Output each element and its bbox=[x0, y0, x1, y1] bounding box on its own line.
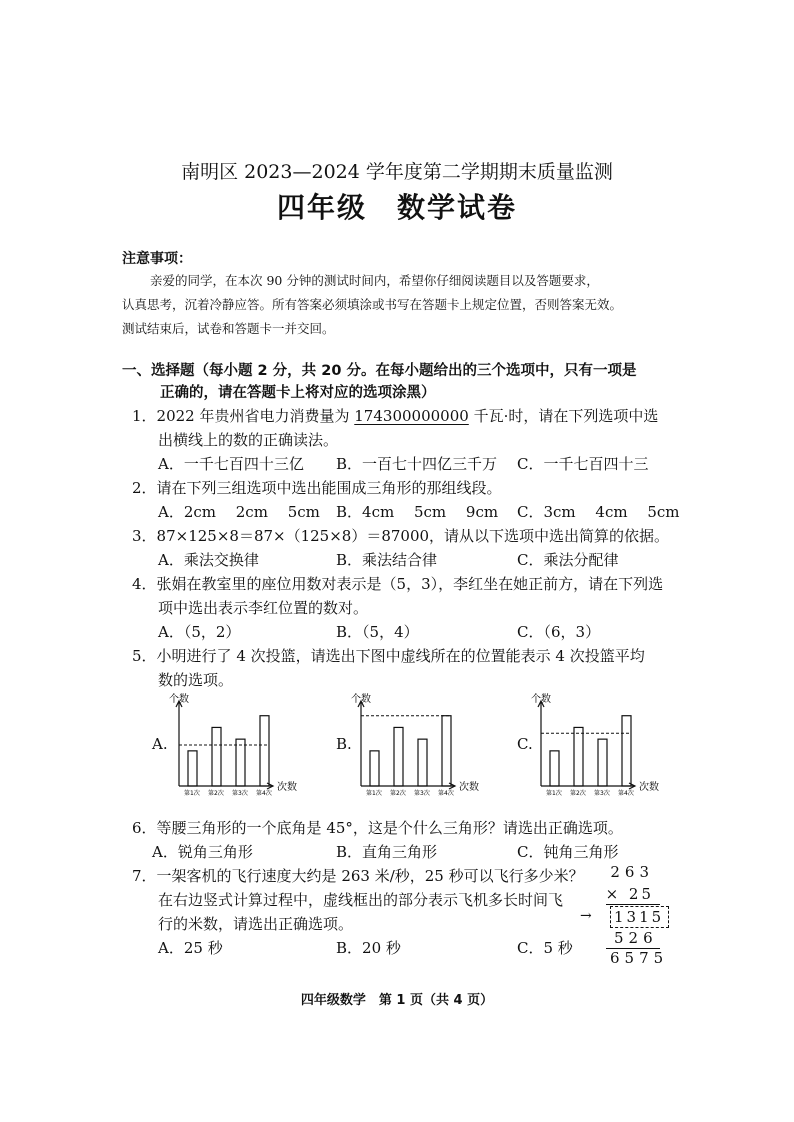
bar bbox=[622, 716, 631, 786]
q2-stem bbox=[132, 478, 502, 498]
calc-multiplier: × 25 bbox=[605, 885, 654, 903]
q1-suffix: 千瓦·时，请在下列选项中选 bbox=[468, 407, 659, 425]
bar bbox=[370, 751, 379, 786]
x-axis-label: 次数 bbox=[459, 782, 479, 793]
q2-text: 请在下列三组选项中选出能围成三角形的那组线段。 bbox=[156, 479, 502, 497]
q6-text: 等腰三角形的一个底角是 45°，这是个什么三角形？请选出正确选项。 bbox=[156, 819, 623, 837]
tick-label: 第3次 bbox=[594, 790, 610, 797]
q4-number: 4． bbox=[132, 575, 157, 593]
q1-prefix: 2022 年贵州省电力消费量为 bbox=[156, 407, 355, 425]
bar bbox=[550, 751, 559, 786]
q7-vertical-calculation bbox=[580, 862, 670, 966]
notice-line-2: 认真思考，沉着冷静应答。所有答案必须填涂或书写在答题卡上规定位置，否则答案无效。 bbox=[122, 297, 623, 312]
q1-stem-line2: 出横线上的数的正确读法。 bbox=[158, 431, 339, 449]
q2-option-c[interactable]: C．3cm 4cm 5cm bbox=[517, 503, 680, 521]
x-axis-label: 次数 bbox=[639, 782, 659, 793]
calc-result: 6575 bbox=[610, 949, 669, 967]
q3-number: 3． bbox=[132, 527, 157, 545]
q7-option-a[interactable]: A．25 秒 bbox=[158, 939, 223, 957]
q1-stem bbox=[132, 406, 658, 426]
q6-option-a[interactable]: A．锐角三角形 bbox=[152, 843, 253, 861]
q1-option-c[interactable]: C．一千七百四十三 bbox=[517, 455, 649, 473]
bar bbox=[260, 716, 269, 786]
tick-label: 第3次 bbox=[232, 790, 248, 797]
page-footer: 四年级数学 第 1 页（共 4 页） bbox=[300, 993, 494, 1008]
y-axis-label: 个数 bbox=[169, 694, 189, 705]
tick-label: 第4次 bbox=[256, 790, 272, 797]
x-axis-label: 次数 bbox=[277, 782, 297, 793]
calc-partial-product-1: 1315 bbox=[610, 906, 669, 928]
bar bbox=[188, 751, 197, 786]
q1-option-b[interactable]: B．一百七十四亿三千万 bbox=[336, 455, 498, 473]
q7-stem-line3: 行的米数，请选出正确选项。 bbox=[158, 915, 354, 933]
section1-heading-line1: 一、选择题（每小题 2 分，共 20 分。在每小题给出的三个选项中，只有一项是 bbox=[122, 363, 637, 379]
q4-option-b[interactable]: B．（5，4） bbox=[336, 623, 419, 641]
q3-option-c[interactable]: C．乘法分配律 bbox=[517, 551, 619, 569]
bar bbox=[236, 739, 245, 786]
q5-option-a-label[interactable]: A. bbox=[152, 735, 168, 753]
tick-label: 第4次 bbox=[438, 790, 454, 797]
tick-label: 第1次 bbox=[366, 790, 382, 797]
q3-stem bbox=[132, 526, 669, 546]
q5-stem-line2: 数的选项。 bbox=[158, 671, 234, 689]
q4-option-a[interactable]: A．（5，2） bbox=[158, 623, 241, 641]
exam-title: 四年级 数学试卷 bbox=[276, 191, 517, 224]
y-axis-label: 个数 bbox=[531, 694, 551, 705]
bar bbox=[442, 716, 451, 786]
q6-stem bbox=[132, 818, 623, 838]
section1-heading-line2: 正确的，请在答题卡上将对应的选项涂黑） bbox=[160, 385, 436, 401]
calc-partial-product-2: 526 bbox=[614, 929, 658, 947]
q7-line1: 一架客机的飞行速度大约是 263 米/秒，25 秒可以飞行多少米？ bbox=[156, 867, 584, 885]
bar bbox=[574, 727, 583, 786]
q2-option-b[interactable]: B．4cm 5cm 9cm bbox=[336, 503, 499, 521]
tick-label: 第2次 bbox=[208, 790, 224, 797]
q5-option-c-label[interactable]: C. bbox=[517, 735, 533, 753]
q6-option-b[interactable]: B．直角三角形 bbox=[336, 843, 438, 861]
q4-stem-line2: 项中选出表示李红位置的数对。 bbox=[158, 599, 369, 617]
q4-option-c[interactable]: C．（6，3） bbox=[517, 623, 601, 641]
tick-label: 第2次 bbox=[570, 790, 586, 797]
bar bbox=[418, 739, 427, 786]
tick-label: 第2次 bbox=[390, 790, 406, 797]
y-axis-label: 个数 bbox=[351, 694, 371, 705]
exam-subtitle: 南明区 2023—2024 学年度第二学期期末质量监测 bbox=[181, 161, 613, 183]
q1-number: 1． bbox=[132, 407, 157, 425]
q4-line1: 张娟在教室里的座位用数对表示是（5，3），李红坐在她正前方，请在下列选 bbox=[156, 575, 664, 593]
q1-underlined-number: 174300000000 bbox=[354, 407, 469, 425]
calc-arrow-icon: → bbox=[580, 908, 592, 924]
q6-option-c[interactable]: C．钝角三角形 bbox=[517, 843, 619, 861]
q7-option-c[interactable]: C．5 秒 bbox=[517, 939, 573, 957]
q5-stem bbox=[132, 646, 645, 666]
q5-chart-a[interactable] bbox=[165, 692, 315, 802]
calc-rule-1 bbox=[606, 904, 660, 905]
tick-label: 第3次 bbox=[414, 790, 430, 797]
q2-number: 2． bbox=[132, 479, 157, 497]
bar bbox=[394, 727, 403, 786]
notice-line-3: 测试结束后，试卷和答题卡一并交回。 bbox=[122, 321, 335, 336]
q5-number: 5． bbox=[132, 647, 157, 665]
q6-number: 6． bbox=[132, 819, 157, 837]
bar bbox=[212, 727, 221, 786]
q7-number: 7． bbox=[132, 867, 157, 885]
q7-option-b[interactable]: B．20 秒 bbox=[336, 939, 401, 957]
q3-option-b[interactable]: B．乘法结合律 bbox=[336, 551, 438, 569]
q5-chart-b[interactable] bbox=[347, 692, 497, 802]
notice-line-1: 亲爱的同学，在本次 90 分钟的测试时间内，希望你仔细阅读题目以及答题要求， bbox=[150, 273, 599, 288]
tick-label: 第1次 bbox=[546, 790, 562, 797]
q3-text: 87×125×8＝87×（125×8）＝87000，请从以下选项中选出简算的依据。 bbox=[156, 527, 670, 545]
q7-stem bbox=[132, 866, 584, 886]
notice-heading: 注意事项： bbox=[122, 251, 192, 267]
calc-multiplicand: 263 bbox=[610, 863, 654, 881]
q4-stem bbox=[132, 574, 663, 594]
bar bbox=[598, 739, 607, 786]
q5-option-b-label[interactable]: B. bbox=[336, 735, 352, 753]
q5-line1: 小明进行了 4 次投篮，请选出下图中虚线所在的位置能表示 4 次投篮平均 bbox=[156, 647, 645, 665]
tick-label: 第1次 bbox=[184, 790, 200, 797]
q5-chart-c[interactable] bbox=[527, 692, 677, 802]
q1-option-a[interactable]: A．一千七百四十三亿 bbox=[158, 455, 304, 473]
q3-option-a[interactable]: A．乘法交换律 bbox=[158, 551, 259, 569]
tick-label: 第4次 bbox=[618, 790, 634, 797]
q2-option-a[interactable]: A．2cm 2cm 5cm bbox=[158, 503, 320, 521]
q7-stem-line2: 在右边竖式计算过程中，虚线框出的部分表示飞机多长时间飞 bbox=[158, 891, 564, 909]
